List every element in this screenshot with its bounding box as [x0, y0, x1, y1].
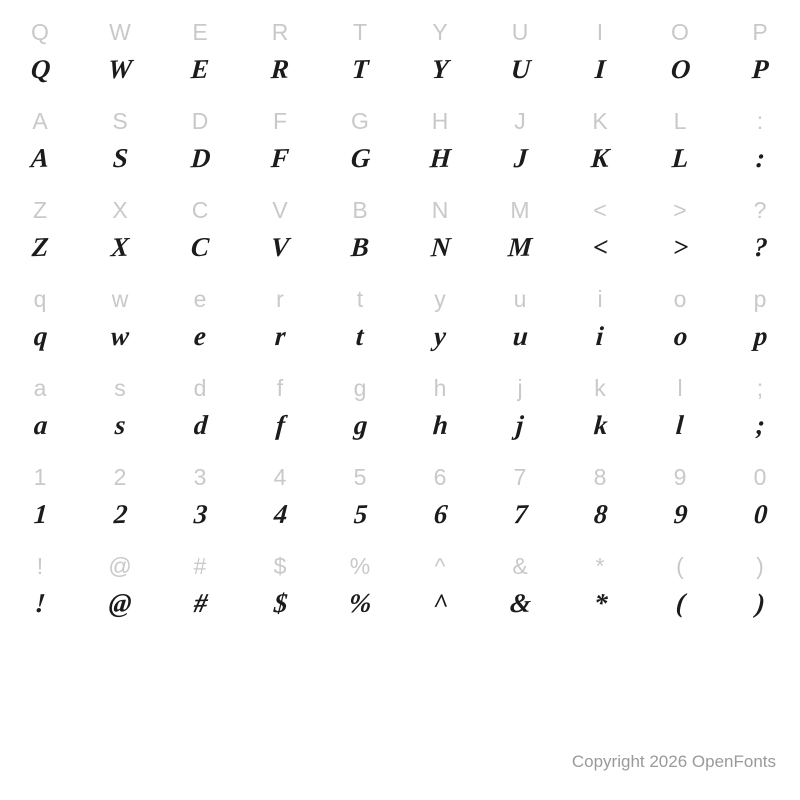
glyph-row-uppercase-qwertyuiop — [0, 48, 800, 89]
glyph-mark: r — [273, 320, 287, 352]
key-row-digits — [0, 445, 800, 493]
key-label: 8 — [593, 464, 607, 490]
glyph-sample — [80, 493, 160, 534]
copyright-notice: Copyright 2026 OpenFonts — [571, 752, 776, 771]
key-label: h — [433, 375, 447, 401]
key-label: I — [596, 19, 604, 45]
glyph-sample — [320, 493, 400, 534]
glyph-mark: k — [592, 409, 608, 441]
glyph-mark: ) — [754, 587, 766, 619]
glyph-sample — [640, 315, 720, 356]
key-label: g — [353, 375, 367, 401]
key-label: q — [33, 286, 47, 312]
key-label: W — [109, 19, 131, 45]
glyph-mark: e — [193, 320, 207, 352]
glyph-sample — [240, 404, 320, 445]
glyph-sample — [80, 48, 160, 89]
glyph-mark: U — [509, 53, 531, 85]
glyph-sample — [320, 315, 400, 356]
key-label: A — [32, 108, 48, 134]
glyph-mark: w — [110, 320, 130, 352]
glyph-sample — [400, 582, 480, 623]
glyph-mark: 5 — [352, 498, 368, 530]
glyph-mark: R — [270, 53, 290, 85]
key-label: Z — [32, 197, 48, 223]
key-label: s — [114, 375, 126, 401]
glyph-mark: q — [32, 320, 48, 352]
glyph-row-uppercase-zxcvbnm — [0, 226, 800, 267]
glyph-sample — [640, 404, 720, 445]
glyph-mark: u — [511, 320, 529, 352]
glyph-mark: P — [750, 53, 770, 85]
glyph-mark: h — [431, 409, 449, 441]
key-row-lowercase-qwertyuiop — [0, 267, 800, 315]
glyph-sample — [160, 493, 240, 534]
glyph-sample — [320, 404, 400, 445]
glyph-sample — [560, 315, 640, 356]
glyph-sample — [240, 48, 320, 89]
glyph-sample — [160, 226, 240, 267]
glyph-sample — [480, 493, 560, 534]
glyph-mark: D — [189, 142, 211, 174]
glyph-sample — [0, 582, 80, 623]
key-label: < — [593, 197, 607, 223]
glyph-mark: & — [508, 587, 532, 619]
glyph-mark: C — [190, 231, 210, 263]
key-label: F — [272, 108, 288, 134]
key-label: ( — [676, 553, 684, 579]
glyph-sample — [400, 226, 480, 267]
glyph-mark: V — [270, 231, 290, 263]
glyph-mark: 1 — [32, 498, 48, 530]
key-label: > — [673, 197, 687, 223]
glyph-mark: 8 — [592, 498, 608, 530]
key-label: 6 — [433, 464, 447, 490]
glyph-sample — [240, 493, 320, 534]
glyph-mark: 7 — [512, 498, 528, 530]
glyph-mark: M — [507, 231, 533, 263]
key-label: Q — [31, 19, 49, 45]
key-label: i — [597, 286, 603, 312]
glyph-sample — [640, 582, 720, 623]
key-label: 0 — [753, 464, 767, 490]
key-label: % — [349, 553, 371, 579]
glyph-row-lowercase-qwertyuiop — [0, 315, 800, 356]
key-row-uppercase-asdfghjkl — [0, 89, 800, 137]
glyph-mark: E — [190, 53, 210, 85]
glyph-sample — [320, 226, 400, 267]
key-label: L — [673, 108, 687, 134]
glyph-sample — [560, 226, 640, 267]
glyph-mark: ^ — [431, 587, 449, 619]
glyph-mark: ( — [674, 587, 686, 619]
key-label: 1 — [33, 464, 47, 490]
glyph-mark: $ — [272, 587, 288, 619]
glyph-mark: o — [672, 320, 688, 352]
glyph-mark: d — [192, 409, 208, 441]
glyph-sample — [240, 137, 320, 178]
key-label: C — [191, 197, 209, 223]
key-label: B — [352, 197, 368, 223]
glyph-mark: * — [592, 587, 608, 619]
glyph-sample — [640, 48, 720, 89]
glyph-sample — [160, 404, 240, 445]
glyph-sample — [80, 226, 160, 267]
glyph-sample — [640, 493, 720, 534]
key-label: y — [434, 286, 446, 312]
glyph-sample — [480, 404, 560, 445]
key-label: @ — [108, 553, 132, 579]
glyph-sample — [160, 137, 240, 178]
key-label: S — [112, 108, 128, 134]
glyph-sample — [240, 226, 320, 267]
glyph-mark: T — [350, 53, 370, 85]
glyph-mark: G — [349, 142, 371, 174]
glyph-sample — [720, 404, 800, 445]
glyph-sample — [0, 226, 80, 267]
key-label: H — [431, 108, 449, 134]
key-label: R — [271, 19, 289, 45]
glyph-mark: Y — [430, 53, 450, 85]
glyph-mark: % — [347, 587, 373, 619]
glyph-mark: K — [590, 142, 610, 174]
glyph-sample — [720, 226, 800, 267]
glyph-sample — [720, 582, 800, 623]
glyph-mark: a — [32, 409, 48, 441]
glyph-mark: t — [355, 320, 365, 352]
key-label: ^ — [434, 553, 446, 579]
glyph-sample — [0, 48, 80, 89]
key-label: Y — [432, 19, 448, 45]
glyph-sample — [400, 404, 480, 445]
glyph-sample — [80, 315, 160, 356]
glyph-sample — [240, 315, 320, 356]
glyph-mark: F — [270, 142, 290, 174]
glyph-row-uppercase-asdfghjkl — [0, 137, 800, 178]
key-label: t — [356, 286, 364, 312]
key-label: O — [671, 19, 689, 45]
glyph-sample — [0, 315, 80, 356]
key-label: f — [276, 375, 284, 401]
glyph-mark: 2 — [112, 498, 128, 530]
glyph-mark: 6 — [432, 498, 448, 530]
key-label: X — [112, 197, 128, 223]
glyph-mark: @ — [107, 587, 133, 619]
glyph-mark: 9 — [672, 498, 688, 530]
key-label: : — [756, 108, 764, 134]
glyph-mark: Q — [29, 53, 51, 85]
key-row-symbols — [0, 534, 800, 582]
key-row-uppercase-zxcvbnm — [0, 178, 800, 226]
key-row-uppercase-qwertyuiop — [0, 0, 800, 48]
glyph-sample — [720, 137, 800, 178]
glyph-sample — [320, 137, 400, 178]
glyph-mark: l — [675, 409, 685, 441]
glyph-mark: X — [110, 231, 130, 263]
glyph-sample — [160, 315, 240, 356]
glyph-row-symbols — [0, 582, 800, 623]
glyph-sample — [640, 226, 720, 267]
key-label: E — [192, 19, 208, 45]
glyph-mark: ; — [754, 409, 766, 441]
glyph-mark: B — [350, 231, 370, 263]
key-label: o — [673, 286, 687, 312]
glyph-mark: p — [752, 320, 768, 352]
key-label: # — [193, 553, 207, 579]
key-label: u — [513, 286, 527, 312]
key-label: j — [517, 375, 523, 401]
glyph-mark: I — [593, 53, 607, 85]
glyph-sample — [640, 137, 720, 178]
key-label: 5 — [353, 464, 367, 490]
glyph-sample — [480, 582, 560, 623]
glyph-mark: > — [671, 231, 689, 263]
glyph-mark: g — [352, 409, 368, 441]
glyph-mark: N — [429, 231, 451, 263]
key-row-lowercase-asdfghjkl — [0, 356, 800, 404]
glyph-mark: : — [754, 142, 766, 174]
glyph-sample — [720, 48, 800, 89]
key-label: K — [592, 108, 608, 134]
key-label: k — [594, 375, 606, 401]
glyph-mark: 4 — [272, 498, 288, 530]
glyph-sample — [720, 493, 800, 534]
glyph-sample — [400, 493, 480, 534]
key-label: 2 — [113, 464, 127, 490]
glyph-mark: # — [192, 587, 208, 619]
key-label: a — [33, 375, 47, 401]
glyph-sample — [560, 137, 640, 178]
key-label: ! — [36, 553, 44, 579]
glyph-mark: ! — [33, 587, 47, 619]
glyph-sample — [80, 404, 160, 445]
glyph-sample — [560, 582, 640, 623]
glyph-sample — [0, 404, 80, 445]
glyph-mark: O — [669, 53, 691, 85]
glyph-mark: J — [512, 142, 528, 174]
glyph-mark: i — [595, 320, 605, 352]
glyph-row-digits — [0, 493, 800, 534]
glyph-mark: y — [433, 320, 447, 352]
key-label: ? — [753, 197, 767, 223]
glyph-mark: f — [274, 409, 286, 441]
glyph-sample — [0, 137, 80, 178]
glyph-sample — [560, 404, 640, 445]
key-label: l — [677, 375, 683, 401]
glyph-sample — [400, 48, 480, 89]
key-label: 7 — [513, 464, 527, 490]
key-label: p — [753, 286, 767, 312]
glyph-sample — [720, 315, 800, 356]
key-label: G — [351, 108, 369, 134]
glyph-sample — [320, 48, 400, 89]
key-label: P — [752, 19, 768, 45]
key-label: D — [191, 108, 209, 134]
key-label: 9 — [673, 464, 687, 490]
key-label: w — [111, 286, 129, 312]
glyph-mark: j — [515, 409, 525, 441]
glyph-sample — [400, 137, 480, 178]
glyph-mark: Z — [30, 231, 50, 263]
glyph-mark: A — [30, 142, 50, 174]
glyph-sample — [240, 582, 320, 623]
glyph-sample — [480, 226, 560, 267]
glyph-row-lowercase-asdfghjkl — [0, 404, 800, 445]
glyph-mark: W — [107, 53, 133, 85]
glyph-sample — [560, 493, 640, 534]
glyph-mark: H — [428, 142, 452, 174]
glyph-mark: L — [670, 142, 690, 174]
glyph-sample — [480, 315, 560, 356]
key-label: d — [193, 375, 207, 401]
glyph-sample — [80, 582, 160, 623]
key-label: ) — [756, 553, 764, 579]
glyph-sample — [560, 48, 640, 89]
key-label: M — [510, 197, 530, 223]
key-label: e — [193, 286, 207, 312]
key-label: T — [352, 19, 368, 45]
key-label: $ — [273, 553, 287, 579]
key-label: ; — [756, 375, 764, 401]
key-label: V — [272, 197, 288, 223]
glyph-mark: ? — [752, 231, 768, 263]
glyph-sample — [400, 315, 480, 356]
glyph-sample — [160, 48, 240, 89]
glyph-mark: < — [591, 231, 609, 263]
key-label: U — [511, 19, 529, 45]
glyph-mark: 0 — [752, 498, 768, 530]
glyph-sample — [80, 137, 160, 178]
glyph-sample — [0, 493, 80, 534]
key-label: N — [431, 197, 449, 223]
key-label: 3 — [193, 464, 207, 490]
glyph-mark: s — [113, 409, 127, 441]
glyph-mark: 3 — [192, 498, 208, 530]
key-label: r — [276, 286, 284, 312]
key-label: & — [512, 553, 528, 579]
glyph-sample — [160, 582, 240, 623]
glyph-sample — [480, 48, 560, 89]
key-label: J — [514, 108, 526, 134]
glyph-sample — [480, 137, 560, 178]
glyph-sample — [320, 582, 400, 623]
key-label: 4 — [273, 464, 287, 490]
key-label: * — [595, 553, 605, 579]
glyph-mark: S — [111, 142, 129, 174]
